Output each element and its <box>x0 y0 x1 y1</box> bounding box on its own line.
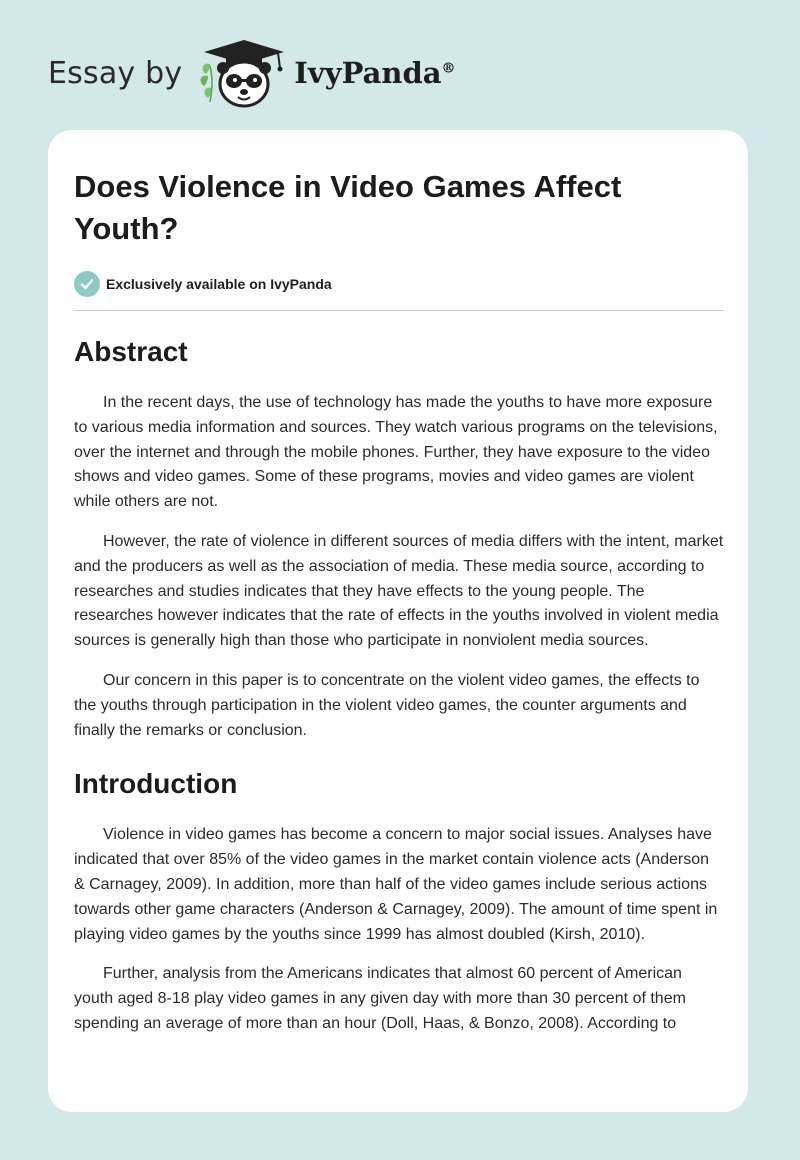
registered-mark: ® <box>441 60 456 77</box>
paragraph: Our concern in this paper is to concentrate on the violent video games, the effects to the youths through participation in the violent video games, the counter arguments and finally the remarks or conclusion. <box>74 671 700 739</box>
paragraph: However, the rate of violence in different sources of media differs with the intent, market and the producers as well as the association of media. These media source, according to researches and studies indicates that they have effects to the young people. The researches however indicates that the rate of effects in the youths involved in violent media sources is generally high than those who participate in nonviolent media sources. <box>74 532 724 650</box>
badge-label: Exclusively available on IvyPanda <box>106 276 332 292</box>
essay-by-label: Essay by <box>48 55 183 91</box>
page-title: Does Violence in Video Games Affect Youth? <box>74 169 622 246</box>
paragraph: Violence in video games has become a concern to major social issues. Analyses have indicated that over 85% of the video games in the market contain violence acts (Anderson & Carnagey, 2009). In addition, more than half of the video games include serious actions towards other game characters (Anderson & Carnagey, 2009). The amount of time spent in playing video games by the youths since 1999 has almost doubled (Kirsh, 2010). <box>74 826 718 943</box>
panda-graduate-logo-icon[interactable] <box>198 36 290 110</box>
paragraph: In the recent days, the use of technology has made the youths to have more exposure to various media information and sources. They watch various programs on the televisions, over the internet and through the mobile phones. Further, they have exposure to the video shows and video games. Some of these programs, movies and video games are violent while others are not. <box>74 394 718 511</box>
paragraph: Further, analysis from the Americans indicates that almost 60 percent of American youth aged 8-18 play video games in any given day with more than 30 percent of them spending an average of more than an hour (Doll, Haas, & Bonzo, 2008). According to <box>74 965 686 1032</box>
essay-card <box>48 130 748 1112</box>
check-circle-icon <box>74 271 100 297</box>
exclusive-badge <box>74 270 722 298</box>
site-header <box>48 36 456 110</box>
section-heading-abstract: Abstract <box>74 336 188 367</box>
divider <box>74 310 724 311</box>
section-heading-introduction: Introduction <box>74 768 238 800</box>
brand-name[interactable]: IvyPanda® <box>294 56 456 90</box>
